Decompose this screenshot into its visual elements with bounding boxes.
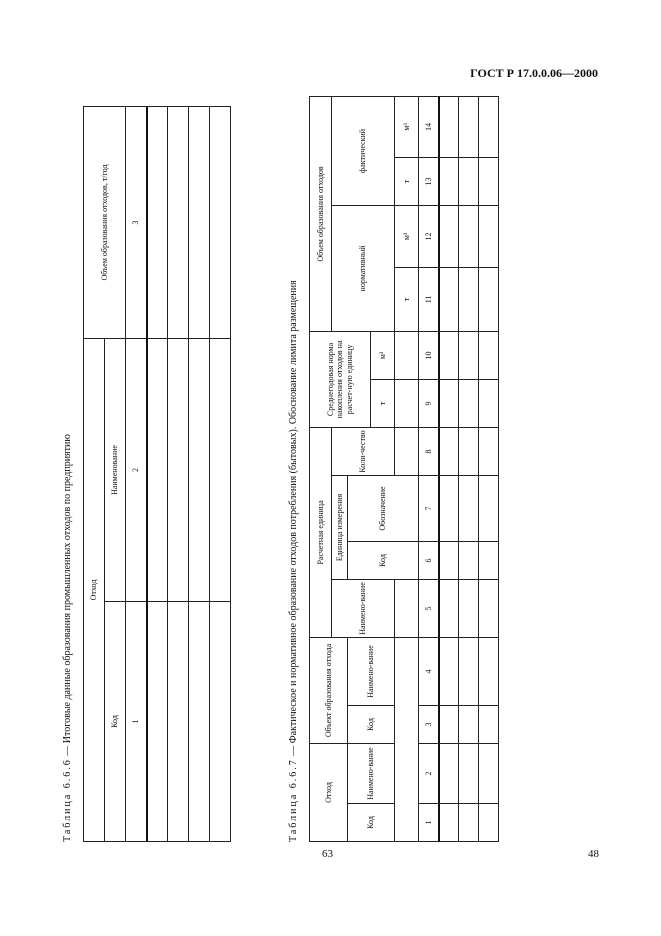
avg-norm-unit-m3: м³ — [371, 331, 395, 379]
col-number-1: 1 — [126, 602, 147, 842]
measure-code: Код — [348, 541, 419, 579]
avg-norm-unit-t: т — [371, 379, 395, 427]
unit-name: Наимено-вание — [332, 579, 395, 637]
table-cell — [189, 602, 210, 842]
object-group: Объект образования отхода — [310, 637, 348, 743]
table-cell — [210, 339, 231, 602]
normative-unit-m3: м³ — [395, 205, 419, 267]
actual: фактический — [332, 96, 395, 205]
table-row — [459, 96, 479, 841]
col-number-9: 9 — [419, 379, 439, 427]
object-code: Код — [348, 706, 395, 744]
normative: нормативный — [332, 205, 395, 331]
table-cell — [210, 107, 231, 339]
col-number-4: 4 — [419, 637, 439, 705]
table-6-6-6-block — [62, 107, 242, 842]
col-number-7: 7 — [419, 475, 439, 541]
avg-empty-m3 — [395, 331, 419, 379]
table-cell — [147, 602, 168, 842]
table-6-6-7 — [309, 96, 499, 842]
table-cell — [147, 339, 168, 602]
waste-name: Наимено-вание — [348, 744, 395, 804]
waste-group: Отход — [310, 744, 348, 842]
table-cell — [210, 602, 231, 842]
table-row — [147, 107, 168, 842]
table-cell — [168, 107, 189, 339]
document-header: ГОСТ Р 17.0.0.06—2000 — [470, 66, 598, 80]
col-number-11: 11 — [419, 267, 439, 331]
unit-group: Расчетная единица — [310, 427, 332, 637]
col-group-waste: Отход — [84, 339, 105, 842]
col-number-3: 3 — [126, 107, 147, 339]
object-name: Наимено-вание — [348, 637, 395, 705]
col-number-1: 1 — [419, 804, 439, 842]
table-6-6-7-block — [288, 107, 498, 842]
col-number-6: 6 — [419, 541, 439, 579]
table-cell — [147, 107, 168, 339]
actual-unit-t: т — [395, 157, 419, 205]
table-row — [210, 107, 231, 842]
table-6-6-6-caption: Таблица 6.6.6 — Итоговые данные образования промышленных отходов по предприятию — [62, 434, 73, 842]
col-number-5: 5 — [419, 579, 439, 637]
avg-norm: Среднегодовая норма накопления отходов на расчет-ную единицу — [310, 331, 371, 427]
table-row — [479, 96, 499, 841]
unit-empty-cell — [395, 579, 419, 637]
table-6-6-7-caption: Таблица 6.6.7 — Фактическое и нормативное образование отходов потребления (бытовых). Обоснование лимита размещения — [288, 280, 299, 842]
volume-group: Объем образования отходов — [310, 96, 332, 331]
col-number-12: 12 — [419, 205, 439, 267]
col-name: Наименование — [105, 339, 126, 602]
table-cell — [168, 339, 189, 602]
col-number-14: 14 — [419, 96, 439, 157]
table-row — [439, 96, 459, 841]
measure-symbol: Обозначение — [348, 475, 419, 541]
col-number-8: 8 — [419, 427, 439, 475]
col-number-3: 3 — [419, 706, 439, 744]
table-row — [189, 107, 210, 842]
quantity: Коли-чество — [332, 427, 395, 475]
col-code: Код — [105, 602, 126, 842]
table-cell — [189, 107, 210, 339]
col-number-13: 13 — [419, 157, 439, 205]
right-page-number: 48 — [588, 848, 599, 860]
quantity-empty-cell — [395, 427, 419, 475]
table-6-6-6 — [83, 106, 231, 842]
table-cell — [189, 339, 210, 602]
normative-unit-t: т — [395, 267, 419, 331]
col-number-2: 2 — [126, 339, 147, 602]
actual-unit-m3: м³ — [395, 96, 419, 157]
left-page-number: 63 — [322, 848, 333, 860]
header-spacer — [395, 637, 419, 841]
col-volume: Объем образования отходов, т/год — [84, 107, 126, 339]
col-number-10: 10 — [419, 331, 439, 379]
table-cell — [168, 602, 189, 842]
waste-code: Код — [348, 804, 395, 842]
table-row — [168, 107, 189, 842]
avg-empty-t — [395, 379, 419, 427]
measure-group: Единица измерения — [332, 475, 348, 579]
col-number-2: 2 — [419, 744, 439, 804]
